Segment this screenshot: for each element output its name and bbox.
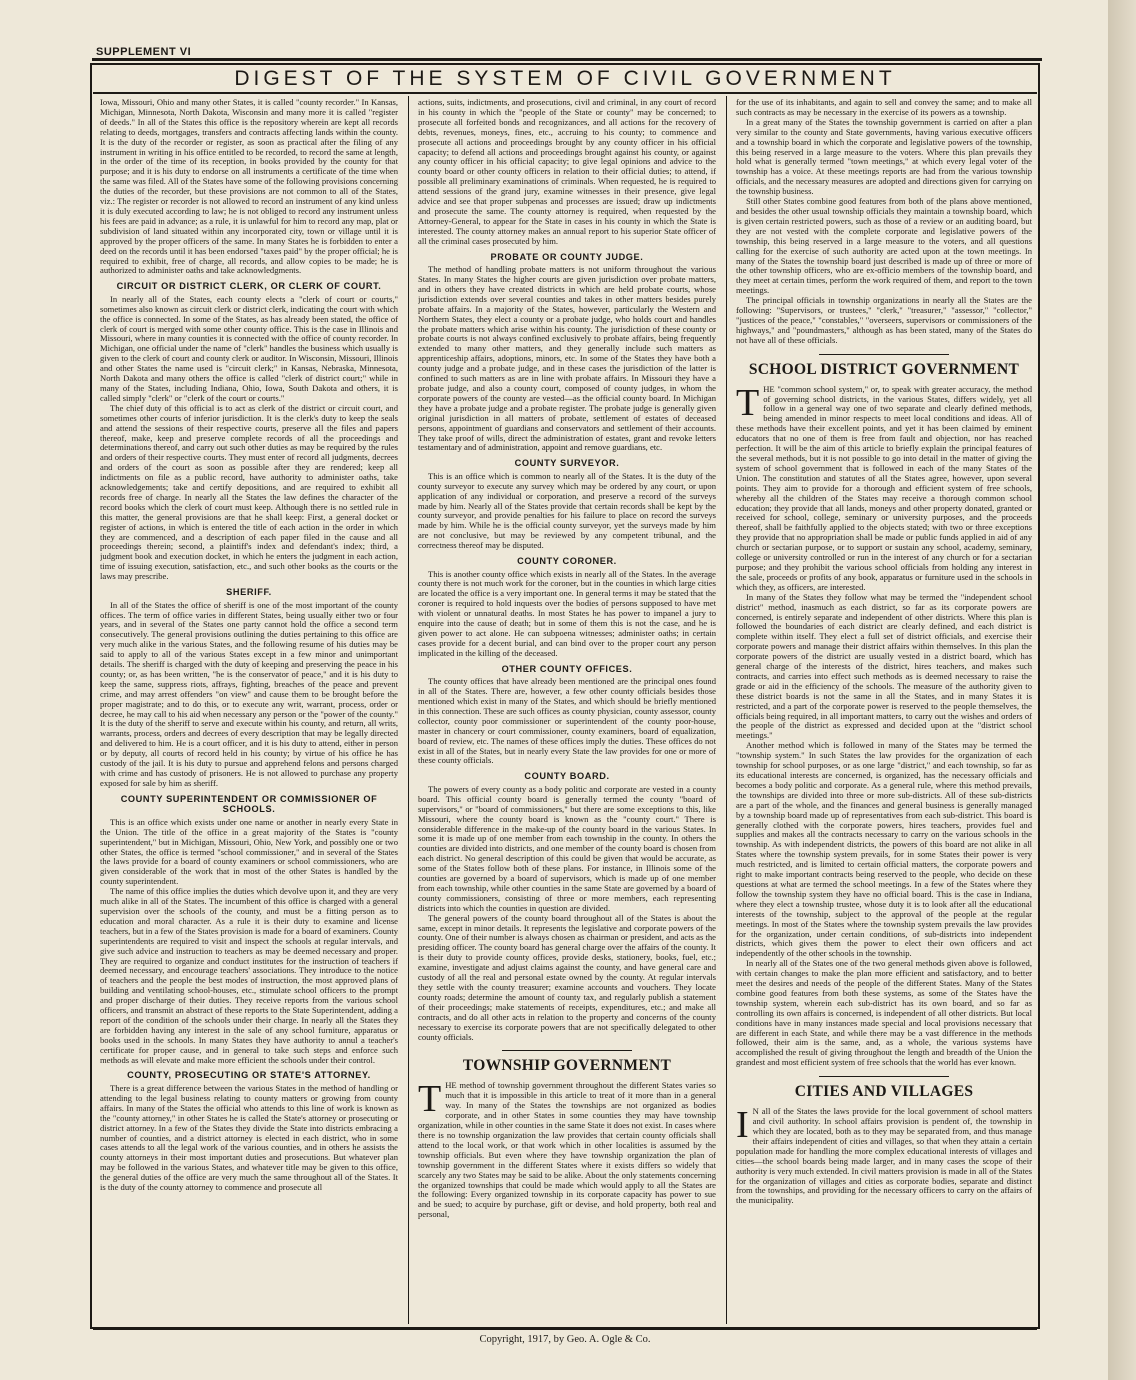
footer-rule	[93, 1329, 1037, 1330]
section-heading-probate-judge: PROBATE OR COUNTY JUDGE.	[490, 251, 644, 262]
paragraph: The county offices that have already been mentioned are the principal ones found in all of the States. There are, however, a few other county officials besides those mentioned which exist in many of the States, and which should be briefly mentioned in this connection. These are such offices as county physician, county assessor, county collector, county poor commissioner or superintendent of the county poor-house, master in chancery or court commissioner, county examiners, board of equalization, board of review, etc. The names of these offices imply the duties. These offices do not exist in all of the States, but in nearly every State the law provides for one or more of these county officials.	[418, 676, 716, 766]
paragraph-text: HE method of township government throughout the different States varies so much that it is impossible in this article to treat of it more than in a general way. In many of the States the townships are not organized as bodies corporate, and in other States in some counties they may have township organization, while in other counties in the same State it does not exist. In cases where there is no township organization the law provides that certain county officials shall attend to the local work, or that work which in other localities is assumed by the township officials. But even where they have township organization the plan of township government in the different States where it exists differs so widely that scarcely any two States may be said to be alike. About the only statements concerning the organized townships that could be made which would apply to all the States are the following: Every organized township in its corporate capacity has power to sue and be sued; to acquire by purchase, gift or devise, and hold property, both real and personal,	[418, 1080, 716, 1220]
paragraph: In a great many of the States the township government is carried on after a plan very similar to the county and State governments, having various executive officers and a township board in which the corporate and legislative powers of the township, this being reserved in a large measure to the voters. Where this plan prevails they hold what is generally termed "town meetings," at which every legal voter of the township has a voice. At these meetings reports are had from the various township officials, and the necessary measures are adopted and directions given for carrying on the township business.	[736, 116, 1032, 197]
column-3	[736, 98, 1032, 1320]
section-heading-county-attorney: COUNTY, PROSECUTING OR STATE'S ATTORNEY.	[127, 1070, 371, 1081]
paragraph	[736, 1104, 1032, 1206]
paragraph: The method of handling probate matters is not uniform throughout the various States. In many States the higher courts are given jurisdiction over probate matters, and in others they have created districts in which are held probate courts, whose jurisdiction extends over several counties and takes in other matters besides purely probate affairs. In a majority of the States, however, particularly the Western and Northern States, they elect a county or a probate judge, who holds court and handles the probate matters which arise within his county. The jurisdiction of these county or probate courts is not always confined exclusively to probate affairs, being frequently extended to many other matters, and they generally include such matters as apprenticeship affairs, adoptions, minors, etc. In some of the States they have both a county judge and a probate judge, and in these cases the jurisdiction of the latter is confined to such matters as are in line with probate affairs. In Missouri they have a probate judge, and also a county court, composed of county judges, in whom the corporate powers of the county are vested—as the official county board. In Michigan they have a probate judge and a probate register. The probate judge is generally given original jurisdiction in all matters of probate, settlement of estates of deceased persons, appointment of guardians and conservators and settlement of their accounts. They take proof of wills, direct the administration of estates, grant and revoke letters testamentary and of administration, appoint and remove guardians, etc.	[418, 264, 716, 453]
paragraph-text: HE "common school system," or, to speak with greater accuracy, the method of governing school districts, in the various States, differs widely, yet all follow in a general way one of two separate and clearly defined methods, being amended in minor respects to meet local conditions and ideas. All of these methods have their excellent points, and yet it has been claimed by eminent educators that no one of them is free from fault and objection, nor has reached perfection. It will be the aim of this article to briefly explain the principal features of the several methods, but it is not possible to go into detail in the matter of giving the system of school government that is followed in each of the many States of the Union. The constitution and statutes of all the States agree, however, upon several points. They aim to provide for a thorough and efficient system of free schools, whereby all the children of the States may receive a thorough common school education; they provide that all lands, moneys and other property donated, granted or received for school, college, seminary or university purposes, and the proceeds thereof, shall be faithfully applied to the objects stated; with two or three exceptions they provide that no appropriation shall be made or public funds applied in aid of any church or sectarian purpose, or to support or sustain any school, academy, seminary, college or university controlled or run in the interest of any church or for a sectarian purpose; and they prohibit the various school officials from holding any interest in the sale, proceeds or profits of any book, apparatus or furniture used in the schools in which they, as officers, are interested.	[736, 383, 1032, 592]
column-1	[100, 98, 398, 1320]
section-heading-county-superintendent: COUNTY SUPERINTENDENT OR COMMISSIONER OF SCHOOLS.	[120, 793, 378, 815]
page-title: DIGEST OF THE SYSTEM OF CIVIL GOVERNMENT	[93, 66, 1037, 94]
paragraph: The principal officials in township organizations in nearly all the States are the following: "Supervisors, or trustees," "clerk," "treasurer," "assessor," "collector," "justices of the peace," "constables," "overseers, supervisors or commissioners of the highways," and "poundmasters," although as has been stated, many of the States do not have all of these officials.	[736, 295, 1032, 345]
paragraph: Another method which is followed in many of the States may be termed the "township system." In such States the law provides for the organization of each township for school purposes, or as one large "district," and each township, so far as its educational interests are concerned, is organized, has the necessary officials and becomes a body politic and corporate. As a general rule, where this method prevails, the townships are divided into three or more sub-districts. All of these sub-districts are a part of the whole, and the finances and general business is generally managed by a township board made up of representatives from each sub-district. This board is generally clothed with the corporate powers, hires teachers, provides fuel and supplies and makes all the contracts necessary to carry on the various schools in the township. As with independent districts, the powers of this board are not alike in all States where the township system prevails, for in some States their power is very much restricted, and is limited to certain official matters, the corporate powers and right to make important contracts being reserved to the people, who decide on these questions at what are termed the school meetings. In a few of the States where they follow the township system they have no official board. This is the case in Indiana, where they elect a township trustee, whose duty it is to look after all the educational interests of the township, subject to the approval of the people at the regular meetings. In most of the States where the township system prevails the law provides for the organization, under certain conditions, of sub-districts into independent districts, which gives them the power to elect their own officers and act independently of the other schools in the township.	[736, 740, 1032, 959]
drop-cap: I	[736, 1104, 749, 1147]
page-edge	[1108, 0, 1136, 1380]
section-divider	[819, 1076, 949, 1077]
drop-cap: T	[736, 381, 760, 424]
paragraph: This is an office which is common to nearly all of the States. It is the duty of the county surveyor to execute any survey which may be ordered by any court, or upon application of any individual or corporation, and preserve a record of the surveys made by him. Nearly all of the States provide that certain records shall be kept by the county surveyor, and provide penalties for his failure to place on record the surveys made by him. While he is the official county surveyor, yet the surveys made by him are not conclusive, but may be reviewed by any competent tribunal, and the correctness thereof may be disputed.	[418, 470, 716, 551]
section-title-township-government: TOWNSHIP GOVERNMENT	[462, 1057, 672, 1075]
section-title-cities-and-villages: CITIES AND VILLAGES	[794, 1083, 974, 1101]
copyright-line: Copyright, 1917, by Geo. A. Ogle & Co.	[479, 1334, 651, 1345]
recorder-paragraph: Iowa, Missouri, Ohio and many other States, it is called "county recorder." In Kansas, Michigan, Minnesota, North Dakota, Wisconsin and many more it is called "register of deeds." In all of the States this office is the repository wherein are kept all records relating to deeds, mortgages, transfers and contracts affecting lands within the county. It is the duty of the recorder or register, as soon as practical after the filing of any instrument in writing in his office entitled to be recorded, to record the same at length, in the order of the time of its reception, in books provided by the county for that purpose; and it is his duty to endorse on all instruments a certificate of the time when the same was filed. All of the States have some of the following provisions concerning the duties of the recorder, but these provisions are not common to all of the States, viz.: The register or recorder is not allowed to record an instrument of any kind unless it is duly executed according to law; he is not obliged to record any instrument unless his fees are paid in advance; as a rule, it is unlawful for him to record any map, plat or subdivision of land situated within any incorporated city, town or village until it is approved by the proper officers of the same. In many States he is forbidden to enter a deed on the records until it has been endorsed "taxes paid" by the proper official; he is required to exhibit, free of charge, all records, and allow copies to be made; he is authorized to administer oaths and take acknowledgments.	[100, 98, 398, 276]
section-heading-sheriff: SHERIFF.	[226, 587, 272, 598]
section-heading-county-board: COUNTY BOARD.	[524, 771, 610, 782]
paragraph: actions, suits, indictments, and prosecutions, civil and criminal, in any court of record in his county in which the "people of the State or county" may be concerned; to prosecute all forfeited bonds and recognizances, and all actions for the recovery of debts, revenues, moneys, fines, etc., accruing to his county; to commence and prosecute all actions and proceedings brought by any county officer in his official capacity; to defend all actions and proceedings brought against his county, or against any county officer in his official capacity; to give legal opinions and advice to the county board or other county officers in relation to their official duties; to attend, if possible all preliminary examinations of criminals. When requested, he is required to attend sessions of the grand jury, examine witnesses in their presence, give legal advice and see that proper subpenas and processes are issued; draw up indictments and prosecute the same. The county attorney is required, when requested by the Attorney-General, to appear for the State in cases in his county in which the State is interested. The county attorney makes an annual report to his superior State officer of all the criminal cases prosecuted by him.	[418, 98, 716, 246]
supplement-label: SUPPLEMENT VI	[96, 46, 192, 58]
paragraph: This is an office which exists under one name or another in nearly every State in the Union. The title of the office in a great majority of the States is "county superintendent," but in Michigan, Missouri, Ohio, New York, and possibly one or two other States, the office is termed "school commissioner," and in several of the States the laws provide for a board of county examiners or school commissioners, who are given considerable of the work that in most of the other States is handled by the county superintendent.	[100, 816, 398, 887]
paragraph: Still other States combine good features from both of the plans above mentioned, and besides the other usual township officials they maintain a township board, which is given certain restricted powers, such as those of a review or an auditing board, but they are not vested with the complete corporate and legislative powers of the township, this being reserved in a large measure to the voters, and all questions calling for the exercise of such authority are acted upon at the town meetings. In many of the States the township board just described is made up of three or more of the other township officers, who are ex-officio members of the township board, and they meet at certain times, perform the work required of them, and report to the town meetings.	[736, 196, 1032, 296]
paragraph: The chief duty of this official is to act as clerk of the district or circuit court, and sometimes other courts of inferior jurisdiction. It is the clerk's duty to keep the seals and attend the sessions of their respective courts, preserve all the files and papers thereof, make, keep and preserve complete records of all the proceedings and determinations thereof, and carry out such other duties as may be required by the rules and orders of their respective courts. They must enter of record all judgments, decrees and orders of the court as soon as possible after they are rendered; keep all indictments on file as a public record, have authority to administer oaths, take acknowledgements; take and certify depositions, and are required to exhibit all records free of charge. In nearly all the States the law defines the character of the record books which the clerk of court must keep. Although there is no settled rule in this matter, the general provisions are that he shall keep: First, a general docket or register of actions, in which is entered the title of each action in the order in which they are commenced, and a description of each paper filed in the cause and all proceedings therein; second, a plaintiff's index and defendant's index; third, a judgment book and execution docket, in which he enters the judgment in each action, time of issuing execution, satisfaction, etc., and such other books as the courts or the laws may prescribe.	[100, 402, 398, 582]
paragraph: This is another county office which exists in nearly all of the States. In the average county there is not much work for the coroner, but in the counties in which large cities are located the office is a very important one. In general terms it may be stated that the coroner is required to hold inquests over the bodies of persons supposed to have met with violent or unnatural deaths. In most States he has power to impanel a jury to enquire into the cause of death; but in some of them this is not the case, and he is given power to act alone. He can subpoena witnesses; administer oaths; in certain cases provide for a decent burial, and can bind over to the proper court any person implicated in the killing of the deceased.	[418, 568, 716, 658]
paragraph: In many of the States they follow what may be termed the "independent school district" method, inasmuch as each district, so far as its corporate powers are concerned, is entirely separate and independent of other districts. Where this plan is followed the boundaries of each district are clearly defined, and each district is complete within itself. They elect a full set of district officials, and exercise their corporate powers and manage their district affairs within themselves. In this plan the corporate powers of the district are usually vested in a district board, which has general charge of the interests of the district, hires teachers, and makes such contracts, and carries into effect such methods as is deemed necessary to raise the grade or aid in the efficiency of the schools. The measure of the authority given to these district boards is not the same in all the States, and in many States it is restricted, and a part of the corporate power is reserved to the people themselves, the officials being required, in all important matters, to carry out the wishes and orders of the people of the district as expressed and decided upon at the "district school meetings."	[736, 591, 1032, 741]
column-2	[418, 98, 716, 1320]
section-heading-county-surveyor: COUNTY SURVEYOR.	[514, 458, 620, 469]
section-heading-county-coroner: COUNTY CORONER.	[517, 556, 617, 567]
paragraph: The powers of every county as a body politic and corporate are vested in a county board. This official county board is generally termed the county "board of supervisors," or "board of commissioners," but there are some exceptions to this, like Missouri, where the county board is known as the "county court." There is considerable difference in the make-up of the county board in the various States. In some it is made up of one member from each township in the county. In others the counties are divided into districts, and one member of the county board is chosen from each district. No general description of this could be given that would be accurate, as some of the States follow both of these plans. For instance, in Illinois some of the counties are governed by a board of supervisors, which is made up of one member from each township, while other counties in the same State are governed by a board of county commissioners, consisting of three or more members, each representing districts into which the counties in question are divided.	[418, 783, 716, 913]
section-divider	[819, 354, 949, 355]
paragraph	[736, 381, 1032, 593]
paragraph: In nearly all of the States one of the two general methods given above is followed, with certain changes to make the plan more efficient and satisfactory, and to better meet the desires and needs of the people of the different States. Many of the States combine good features from both these systems, as some of the States have the township system, wherein each sub-district has its own board, and so far as controlling its own affairs is concerned, is independent of all other districts. But local conditions have in many instances made special and local provisions necessary that are different in each State, and while there may be a vast difference in the methods followed, their aim is the same, and, as a whole, the various systems have accomplished the result of giving throughout the length and breadth of the Union the grandest and most efficient system of free schools that the world has ever known.	[736, 958, 1032, 1068]
paragraph: for the use of its inhabitants, and again to sell and convey the same; and to make all such contracts as may be necessary in the exercise of its powers as a township.	[736, 98, 1032, 117]
column-divider-2	[726, 96, 727, 1324]
paragraph: The name of this office implies the duties which devolve upon it, and they are very much alike in all of the States. The incumbent of this office is charged with a general supervision over the schools of the county, and must be a fitting person as to education and moral character. As a rule it is their duty to examine and license teachers, but in a few of the States provision is made for a board of examiners. County superintendents are required to visit and inspect the schools at regular intervals, and give such advice and instruction to teachers as may be deemed necessary and proper. They are required to organize and conduct institutes for the instruction of teachers if deemed necessary, and encourage teachers' associations. They introduce to the notice of teachers and the people the best modes of instruction, the most approved plans of building and ventilating school-houses, etc., stimulate school officers to the prompt and proper discharge of their duties. They receive reports from the various school officers, and transmit an abstract of these reports to the State Superintendent, adding a report of the condition of the schools under their charge. In nearly all the States they are forbidden having any interest in the sale of any school furniture, apparatus or books used in the schools. In many States they have authority to annul a teacher's certificate for proper cause, and in general to take such steps and enforce such methods as will elevate and make more efficient the schools under their control.	[100, 886, 398, 1065]
top-rule	[92, 58, 1042, 61]
paragraph-text: N all of the States the laws provide for the local government of school matters and civil authority. In school affairs provision is pendent of, the township in which they are located, both as to they may be separated from, and thus manage their affairs independent of cities and villages, so that when they attain a certain population made for handling the more complex educational interests of villages and cities—the school boards being made larger, and in many cases the scope of their authority is very much extended. In civil matters provision is made in all of the States for the organization of villages and cities as corporate bodies, separate and distinct from the townships, and providing for the necessary officers to carry on the affairs of the municipality.	[736, 1106, 1032, 1206]
column-divider-1	[408, 96, 409, 1324]
paragraph: There is a great difference between the various States in the method of handling or attending to the legal business relating to county matters or growing from county affairs. In many of the States the official who attends to this line of work is known as the "county attorney," in other States he is called the State's attorney or prosecuting or district attorney. In a few of the States they divide the State into districts embracing a number of counties, and a district attorney is elected in each district, who in some cases attends to all the legal work of the various counties, and in others he assists the county attorneys in their most important duties and prosecutions. But whatever plan may be followed in the various States, and whatever title may be given to this office, the general duties of the office are very much the same throughout all of the States. It is the duty of the county attorney to commence and prosecute all	[100, 1082, 398, 1193]
paragraph: In nearly all of the States, each county elects a "clerk of court or courts," sometimes also known as circuit clerk or district clerk, indicating the court with which the office is connected. In some of the States, as has already been stated, the office of clerk of court is merged with some other county office. This is the case in Illinois and Missouri, where in many counties it is connected with the office of county recorder. In Michigan, one official under the name of "clerk" handles the business which usually is given to the clerk of court and county clerk or auditor. In Wisconsin, Missouri, Illinois and other States the name used is "circuit clerk;" in Kansas, Nebraska, Minnesota, North Dakota and many others the office is called "clerk of district court;" while in many of the States, including Indiana, Ohio, Iowa, South Dakota and others, it is called simply "clerk" or "clerk of the court or courts."	[100, 293, 398, 403]
section-heading-other-offices: OTHER COUNTY OFFICES.	[501, 663, 633, 674]
section-title-school-district-government: SCHOOL DISTRICT GOVERNMENT	[748, 360, 1020, 378]
section-divider	[502, 1050, 632, 1051]
section-heading-circuit-clerk: CIRCUIT OR DISTRICT CLERK, OR CLERK OF COURT.	[116, 281, 382, 292]
paragraph	[418, 1078, 716, 1220]
paragraph: In all of the States the office of sheriff is one of the most important of the county offices. The term of office varies in different States, being usually either two or four years, and in several of the States one party cannot hold the office a second term consecutively. The general provisions outlining the duties pertaining to this office are very much alike in the various States, and the following resume of his duties may be said to apply to all of the various States except in a few minor and unimportant details. The sheriff is charged with the duty of keeping and preserving the peace in his county; or, as has been written, "he is the conservator of peace," and it is his duty to keep the same, suppress riots, affrays, fighting, breaches of the peace and prevent crime, and may arrest offenders "on view" and cause them to be brought before the proper magistrate; and to do this, or to execute any writ, warrant, process, order or decree, he may call to his aid when necessary any person or the "power of the county." It is the duty of the sheriff to serve and execute within his county, and return, all writs, warrants, process, orders and decrees of every description that may be legally directed and delivered to him. He is a court officer, and it is his duty to attend, either in person or by deputy, all courts of record held in his county; by virtue of his office he has custody of the jail. It is his duty to pursue and apprehend felons and persons charged with crime and has custody of prisoners. He is not allowed to purchase any property exposed for sale by him as sheriff.	[100, 599, 398, 788]
drop-cap: T	[418, 1078, 442, 1121]
paragraph: The general powers of the county board throughout all of the States is about the same, except in minor details. It represents the legislative and corporate powers of the county. One of their number is always chosen as chairman or president, and acts as the presiding officer. The county board has general charge over the affairs of the county. It is their duty to provide county offices, provide desks, stationery, books, fuel, etc.; examine, investigate and adjust claims against the county, and have general care and custody of all the real and personal estate owned by the county. At regular intervals they settle with the county treasurer; examine accounts and vouchers. They locate county roads; determine the amount of county tax, and regularly publish a statement of their proceedings; make statements of receipts, expenditures, etc.; and make all contracts, and do all other acts in relation to the property and concerns of the county necessary to exercise its corporate powers that are not specifically delegated to other county officials.	[418, 912, 716, 1042]
